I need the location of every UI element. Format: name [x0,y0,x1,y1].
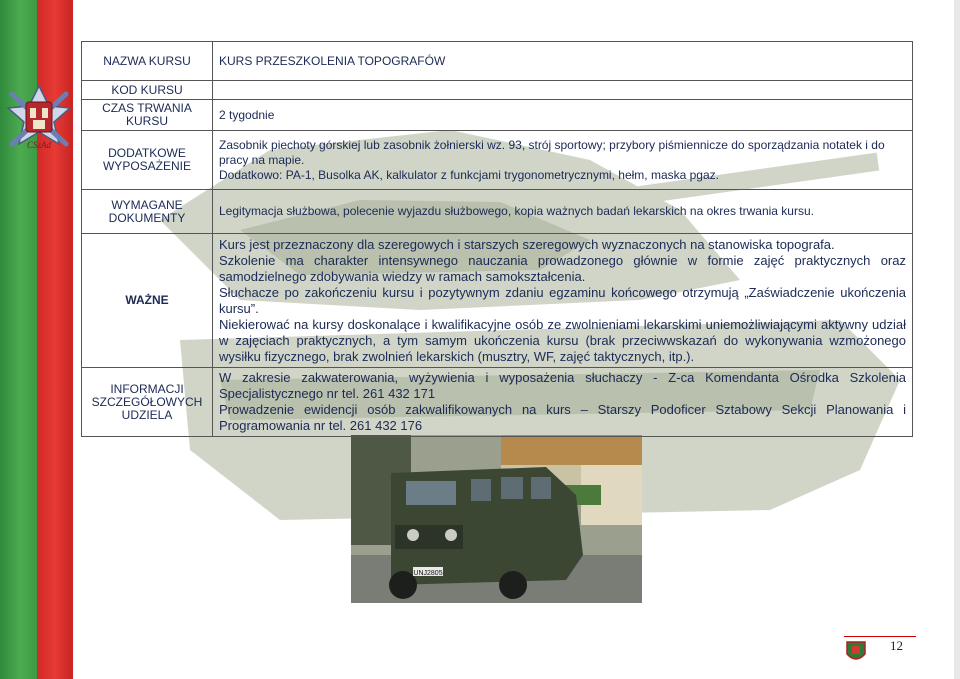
value-important [213,234,913,368]
license-plate: UNJ2805 [413,570,443,577]
equipment-line: Zasobnik piechoty górskiej lub zasobnik żołnierski wz. 93, strój sportowy; przybory piśmiennicze do sporządzania notatek i do pracy na mapie. [219,137,885,167]
right-edge [954,0,960,679]
table-row [82,368,913,437]
equipment-line: Dodatkowo: PA-1, Busolka AK, kalkulator z funkcjami trygonometrycznymi, hełm, maska pgaz. [219,167,719,182]
table-row [82,42,913,81]
school-emblem-icon [4,84,74,154]
important-line: Słuchacze po zakończeniu kursu i pozytywnym zdaniu egzaminu końcowego otrzymują „Zaświadczenie ukończenia kursu”. [219,284,906,316]
value-equipment [213,131,913,190]
table-row [82,81,913,100]
value-contact [213,368,913,437]
value-course-name: KURS PRZESZKOLENIA TOPOGRAFÓW [213,42,913,81]
table-row [82,100,913,131]
contact-line: W zakresie zakwaterowania, wyżywienia i wyposażenia słuchaczy - Z-ca Komendanta Ośrodka Szkolenia Specjalistycznego nr tel. 261 432 171 [219,370,906,401]
footer-divider [844,636,916,637]
important-line: Niekierować na kursy doskonalące i kwalifikacyjne osób ze zwolnieniami lekarskimi uniemożliwiającymi aktywny udział w zajęciach praktycznych, a tym samym ukończenia kursu (brak przeciwwskazań do wykonywania wzmożonego wysiłku fizycznego, brak zwolnień lekarskich (musztry, WF, zajęć taktycznych, itp.). [219,316,906,364]
uaz-vehicle-photo [351,435,642,603]
label-course-name: NAZWA KURSU [82,42,213,81]
label-equipment: DODATKOWE WYPOSAŻENIE [82,131,213,190]
table-row [82,234,913,368]
table-row [82,131,913,190]
contact-line: Prowadzenie ewidencji osób zakwalifikowanych na kurs – Starszy Podoficer Sztabowy Sekcji Planowania i Programowania nr tel. 261 432 176 [219,402,906,433]
important-line: Szkolenie ma charakter intensywnego nauczania prowadzonego głównie w formie zajęć praktycznych oraz samodzielnego zdobywania wiedzy w ramach samokształcenia. [219,252,906,284]
value-documents: Legitymacja służbowa, polecenie wyjazdu służbowego, kopia ważnych badań lekarskich na okres trwania kursu. [213,190,913,234]
important-line: Kurs jest przeznaczony dla szeregowych i starszych szeregowych wyznaczonych na stanowiska topografa. [219,236,835,252]
label-duration: CZAS TRWANIA KURSU [82,100,213,131]
page-number: 12 [890,638,903,653]
label-documents: WYMAGANE DOKUMENTY [82,190,213,234]
course-info-table [81,41,913,437]
value-course-code [213,81,913,100]
label-important: WAŻNE [82,234,213,368]
table-row [82,190,913,234]
footer-emblem-icon [845,640,867,664]
value-duration: 2 tygodnie [213,100,913,131]
label-course-code: KOD KURSU [82,81,213,100]
emblem-text: CSzAd [26,140,52,150]
label-contact: INFORMACJI SZCZEGÓŁOWYCH UDZIELA [82,368,213,437]
